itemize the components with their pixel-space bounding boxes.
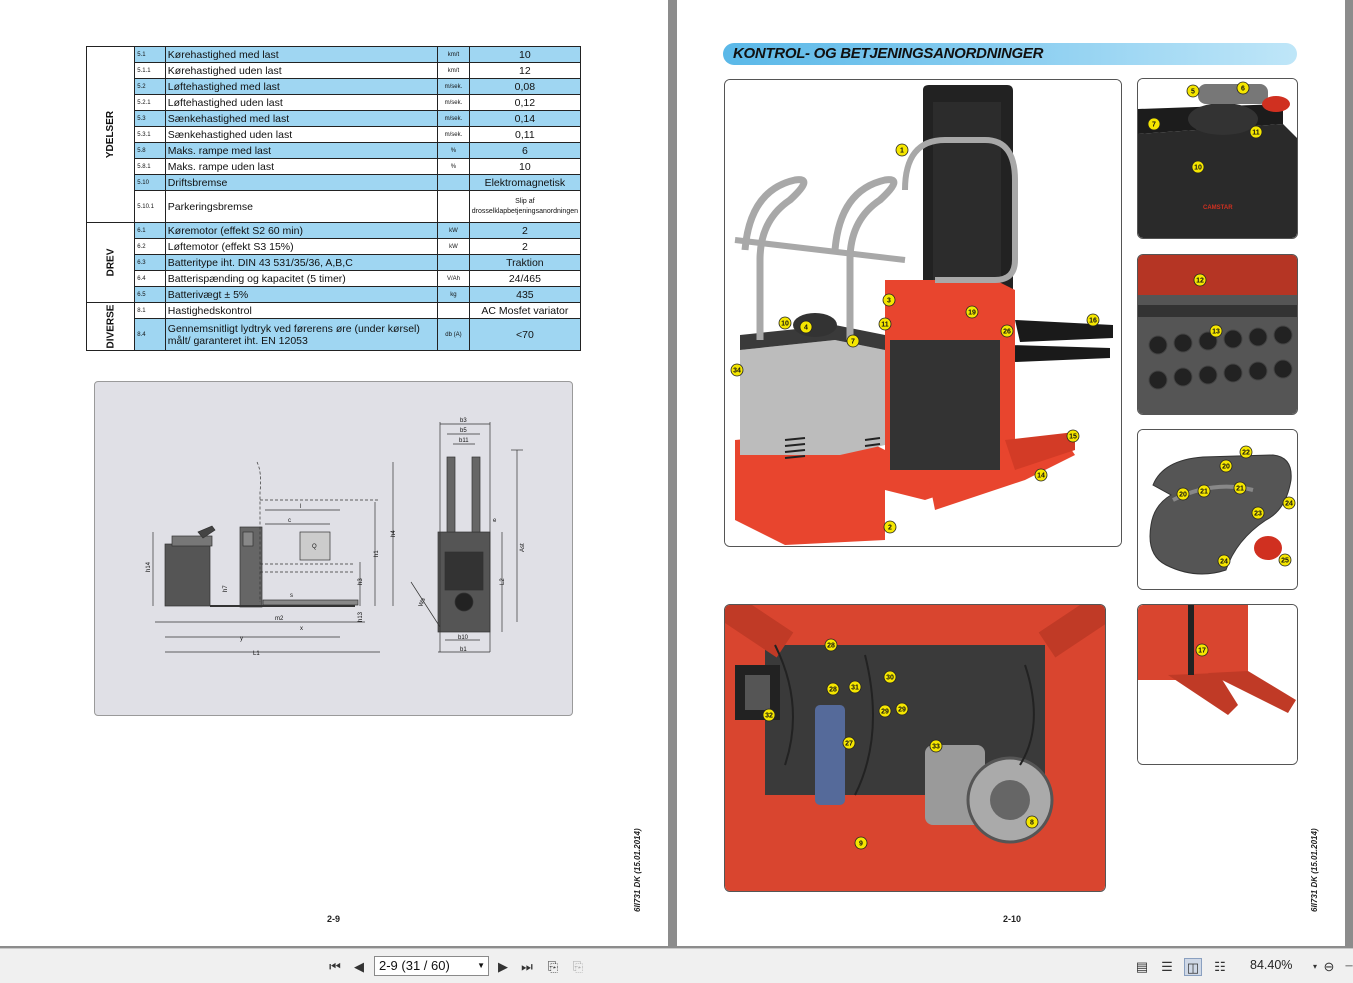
svg-text:x: x: [300, 626, 303, 632]
spec-cell-value: 435: [469, 287, 580, 303]
zoom-level[interactable]: 84.40%: [1250, 958, 1293, 972]
callout-marker: [1283, 497, 1295, 509]
spec-cell-label: Gennemsnitligt lydtryk ved førerens øre (under kørsel) målt/ garanteret iht. EN 12053: [165, 319, 437, 351]
svg-text:s: s: [290, 593, 293, 599]
spec-cell-num: 5.1: [135, 47, 166, 63]
callout-marker: [825, 639, 837, 651]
callout-marker: [884, 521, 896, 533]
spec-cell-num: 5.3.1: [135, 127, 166, 143]
page-number: 2-10: [1003, 914, 1022, 924]
svg-text:Q: Q: [312, 544, 317, 550]
callout-marker: [843, 737, 855, 749]
spec-row: [87, 159, 581, 175]
spec-cell-unit: %: [438, 159, 470, 175]
spec-cell-unit: V/Ah: [438, 271, 470, 287]
spec-cell-num: 6.2: [135, 239, 166, 255]
callout-marker: [1240, 446, 1252, 458]
spec-cell-unit: m/sek.: [438, 127, 470, 143]
spec-cell-unit: [438, 303, 470, 319]
spec-cell-label: Sænkehastighed med last: [165, 111, 437, 127]
spec-group-label: [87, 223, 135, 303]
spec-group-text: YDELSER: [105, 110, 117, 159]
spec-cell-label: Maks. rampe uden last: [165, 159, 437, 175]
callout-number: 28: [827, 642, 835, 650]
callout-marker: [884, 671, 896, 683]
callout-number: 10: [781, 320, 789, 328]
callout-marker: [1001, 325, 1013, 337]
spec-cell-num: 8.1: [135, 303, 166, 319]
spec-row: [87, 47, 581, 63]
spec-row: [87, 319, 581, 351]
spec-cell-num: 5.3: [135, 111, 166, 127]
page-2-10: [677, 0, 1345, 946]
spec-cell-unit: m/sek.: [438, 95, 470, 111]
continuous-view-icon[interactable]: ☰: [1161, 959, 1173, 974]
svg-text:h7: h7: [223, 585, 229, 592]
svg-text:Wa: Wa: [418, 597, 427, 608]
callout-number: 7: [851, 338, 855, 346]
spec-cell-value: 24/465: [469, 271, 580, 287]
svg-text:b3: b3: [460, 418, 467, 424]
spec-cell-unit: kg: [438, 287, 470, 303]
callout-number: 19: [968, 309, 976, 317]
svg-text:e: e: [493, 518, 497, 524]
page-select-value: 2-9 (31 / 60): [379, 958, 450, 973]
spec-cell-label: Løftehastighed med last: [165, 79, 437, 95]
spec-cell-value: Elektromagnetisk: [469, 175, 580, 191]
callout-marker: [1198, 485, 1210, 497]
callout-marker: [849, 681, 861, 693]
svg-text:L2: L2: [500, 578, 506, 585]
spec-cell-label: Kørehastighed med last: [165, 47, 437, 63]
spec-cell-num: 6.3: [135, 255, 166, 271]
svg-text:b11: b11: [459, 438, 469, 444]
spec-cell-value: 0,11: [469, 127, 580, 143]
callout-marker: [1035, 469, 1047, 481]
callout-number: 23: [1254, 510, 1262, 518]
spec-cell-value: Traktion: [469, 255, 580, 271]
zoom-slider-handle[interactable]: ─: [1345, 961, 1353, 972]
svg-text:Ast: Ast: [520, 543, 526, 552]
spec-cell-label: Løftehastighed uden last: [165, 95, 437, 111]
spec-row: [87, 271, 581, 287]
callout-number: 6: [1241, 85, 1245, 93]
callout-marker: [879, 318, 891, 330]
spec-cell-value: 0,12: [469, 95, 580, 111]
spec-cell-value: 10: [469, 159, 580, 175]
callout-number: 7: [1152, 121, 1156, 129]
spec-cell-value: 0,08: [469, 79, 580, 95]
callout-number: 30: [886, 674, 894, 682]
thumb-battery: [1137, 254, 1298, 415]
callout-marker: [896, 703, 908, 715]
spec-row: [87, 95, 581, 111]
spec-cell-num: 5.10: [135, 175, 166, 191]
spec-cell-num: 5.8.1: [135, 159, 166, 175]
spec-row: [87, 63, 581, 79]
callout-number: 4: [804, 324, 808, 332]
svg-text:m2: m2: [275, 616, 284, 622]
spec-group-label: [87, 303, 135, 351]
callout-number: 11: [881, 321, 889, 329]
chevron-down-icon: ▼: [477, 961, 485, 970]
callout-number: 25: [1281, 557, 1289, 565]
previous-view-icon[interactable]: ⎘: [547, 959, 559, 974]
spec-cell-label: Batteritype iht. DIN 43 531/35/36, A,B,C: [165, 255, 437, 271]
callout-marker: [1187, 85, 1199, 97]
svg-text:h1: h1: [374, 550, 380, 557]
spec-cell-unit: m/sek.: [438, 79, 470, 95]
spec-cell-unit: [438, 191, 470, 223]
svg-text:b10: b10: [458, 635, 469, 641]
spec-cell-label: Hastighedskontrol: [165, 303, 437, 319]
spec-table: [86, 46, 581, 351]
spec-row: [87, 255, 581, 271]
spec-cell-label: Køremotor (effekt S2 60 min): [165, 223, 437, 239]
callout-number: 2: [888, 524, 892, 532]
dimension-drawing: [94, 381, 573, 716]
callout-number: 21: [1200, 488, 1208, 496]
svg-text:h14: h14: [146, 561, 152, 572]
spec-cell-unit: db (A): [438, 319, 470, 351]
last-page-button[interactable]: ⏭: [521, 959, 533, 974]
callout-marker: [1192, 161, 1204, 173]
callout-marker: [1067, 430, 1079, 442]
spec-row: [87, 143, 581, 159]
spec-cell-num: 8.4: [135, 319, 166, 351]
two-page-view-icon[interactable]: ◫: [1184, 958, 1202, 976]
callout-number: 33: [932, 743, 940, 751]
spec-cell-value: 6: [469, 143, 580, 159]
callout-marker: [1220, 460, 1232, 472]
callout-marker: [1026, 816, 1038, 828]
spec-cell-label: Løftemotor (effekt S3 15%): [165, 239, 437, 255]
spec-row: [87, 223, 581, 239]
callout-number: 11: [1252, 129, 1260, 137]
callout-marker: [763, 709, 775, 721]
spec-cell-label: Kørehastighed uden last: [165, 63, 437, 79]
spec-row: [87, 79, 581, 95]
callout-marker: [800, 321, 812, 333]
spec-cell-label: Driftsbremse: [165, 175, 437, 191]
electrics-photo: [724, 604, 1106, 892]
spec-cell-label: Maks. rampe med last: [165, 143, 437, 159]
callout-number: 22: [1242, 449, 1250, 457]
spec-cell-value: AC Mosfet variator: [469, 303, 580, 319]
callout-marker: [1252, 507, 1264, 519]
spec-cell-label: Batterispænding og kapacitet (5 timer): [165, 271, 437, 287]
next-view-icon[interactable]: ⎘: [572, 959, 584, 974]
single-page-view-icon[interactable]: ▤: [1135, 959, 1149, 974]
callout-marker: [930, 740, 942, 752]
callout-number: 24: [1285, 500, 1293, 508]
callout-number: 26: [1003, 328, 1011, 336]
zoom-out-button[interactable]: ⊖: [1323, 959, 1335, 974]
callout-marker: [1177, 488, 1189, 500]
callout-number: 1: [900, 147, 904, 155]
truck-illustration: [725, 80, 1122, 547]
spec-row: [87, 111, 581, 127]
callout-number: 16: [1089, 317, 1097, 325]
spec-cell-unit: kW: [438, 239, 470, 255]
thumb-forks: [1137, 604, 1298, 765]
callout-number: 3: [887, 297, 891, 305]
zoom-dropdown-icon[interactable]: ▾: [1312, 962, 1317, 971]
callout-marker: [896, 144, 908, 156]
callout-number: 34: [733, 367, 741, 375]
callout-number: 14: [1037, 472, 1045, 480]
svg-text:L1: L1: [253, 651, 260, 657]
svg-text:b5: b5: [460, 428, 467, 434]
callout-marker: [847, 335, 859, 347]
callout-marker: [1234, 482, 1246, 494]
spec-cell-unit: m/sek.: [438, 111, 470, 127]
callout-number: 9: [859, 840, 863, 848]
spec-group-text: DIVERSE: [105, 304, 117, 349]
callout-marker: [1196, 644, 1208, 656]
callout-marker: [827, 683, 839, 695]
callout-number: 21: [1236, 485, 1244, 493]
spec-cell-num: 6.1: [135, 223, 166, 239]
spec-cell-label: Parkeringsbremse: [165, 191, 437, 223]
thumb-controls-top: [1137, 78, 1298, 239]
callout-number: 20: [1222, 463, 1230, 471]
callout-number: 29: [898, 706, 906, 714]
thumb-tiller-head: [1137, 429, 1298, 590]
callout-number: 28: [829, 686, 837, 694]
spec-row: [87, 287, 581, 303]
callout-marker: [731, 364, 743, 376]
callout-marker: [879, 705, 891, 717]
callout-number: 31: [851, 684, 859, 692]
page-number: 2-9: [327, 914, 341, 924]
spec-cell-num: 5.2: [135, 79, 166, 95]
spec-cell-unit: km/t: [438, 47, 470, 63]
svg-text:l: l: [300, 504, 302, 510]
spec-cell-unit: [438, 175, 470, 191]
callout-marker: [966, 306, 978, 318]
spec-cell-num: 5.8: [135, 143, 166, 159]
spec-cell-num: 6.4: [135, 271, 166, 287]
spec-cell-value: 10: [469, 47, 580, 63]
spec-cell-value: 2: [469, 239, 580, 255]
spec-group-label: [87, 47, 135, 223]
spec-cell-unit: %: [438, 143, 470, 159]
spec-group-text: DREV: [105, 248, 117, 277]
document-code: 6II731 DK (15.01.2014): [1310, 828, 1319, 912]
callout-marker: [1250, 126, 1262, 138]
callout-number: 27: [845, 740, 853, 748]
svg-text:y: y: [240, 636, 243, 642]
spec-cell-value: <70: [469, 319, 580, 351]
spec-cell-label: Batterivægt ± 5%: [165, 287, 437, 303]
spec-row: [87, 191, 581, 223]
spec-cell-num: 6.5: [135, 287, 166, 303]
callout-marker: [883, 294, 895, 306]
spec-cell-unit: km/t: [438, 63, 470, 79]
callout-number: 29: [881, 708, 889, 716]
callout-number: 20: [1179, 491, 1187, 499]
spec-cell-unit: [438, 255, 470, 271]
callout-marker: [779, 317, 791, 329]
callout-marker: [855, 837, 867, 849]
callout-number: 24: [1220, 558, 1228, 566]
document-code: 6II731 DK (15.01.2014): [633, 828, 642, 912]
callout-marker: [1194, 274, 1206, 286]
callout-marker: [1237, 82, 1249, 94]
brand-logo: CAMSTAR: [1203, 205, 1233, 211]
svg-text:h4: h4: [391, 530, 397, 537]
svg-text:c: c: [288, 518, 291, 524]
callout-number: 12: [1196, 277, 1204, 285]
callout-number: 32: [765, 712, 773, 720]
previous-page-button[interactable]: ◀: [354, 959, 364, 974]
spec-cell-value: 12: [469, 63, 580, 79]
svg-text:h3: h3: [358, 578, 364, 585]
page-2-9: [0, 0, 668, 946]
spec-cell-unit: kW: [438, 223, 470, 239]
callout-number: 17: [1198, 647, 1206, 655]
callout-number: 15: [1069, 433, 1077, 441]
spec-cell-value: Slip af drosselklapbetjeningsanordningen: [469, 191, 580, 223]
first-page-button[interactable]: ⏮: [329, 959, 341, 974]
spec-cell-num: 5.1.1: [135, 63, 166, 79]
callout-marker: [1218, 555, 1230, 567]
callout-marker: [1210, 325, 1222, 337]
spec-row: [87, 127, 581, 143]
spec-cell-value: 0,14: [469, 111, 580, 127]
callout-marker: [1279, 554, 1291, 566]
svg-text:h13: h13: [358, 611, 364, 622]
callout-number: 13: [1212, 328, 1220, 336]
spec-cell-num: 5.10.1: [135, 191, 166, 223]
spec-cell-num: 5.2.1: [135, 95, 166, 111]
two-page-continuous-view-icon[interactable]: ☷: [1214, 959, 1226, 974]
next-page-button[interactable]: ▶: [498, 959, 508, 974]
callout-marker: [1148, 118, 1160, 130]
callout-marker: [1087, 314, 1099, 326]
callout-number: 5: [1191, 88, 1195, 96]
spec-row: [87, 303, 581, 319]
callout-number: 10: [1194, 164, 1202, 172]
spec-cell-value: 2: [469, 223, 580, 239]
spec-row: [87, 175, 581, 191]
dimension-drawing-svg: [95, 382, 574, 717]
svg-text:b1: b1: [460, 647, 467, 653]
pdf-toolbar: [0, 948, 1353, 983]
callout-number: 8: [1030, 819, 1034, 827]
spec-cell-label: Sænkehastighed uden last: [165, 127, 437, 143]
section-title: KONTROL- OG BETJENINGSANORDNINGER: [723, 43, 1297, 65]
main-truck-photo: [724, 79, 1122, 547]
page-select[interactable]: [374, 956, 489, 976]
spec-row: [87, 239, 581, 255]
